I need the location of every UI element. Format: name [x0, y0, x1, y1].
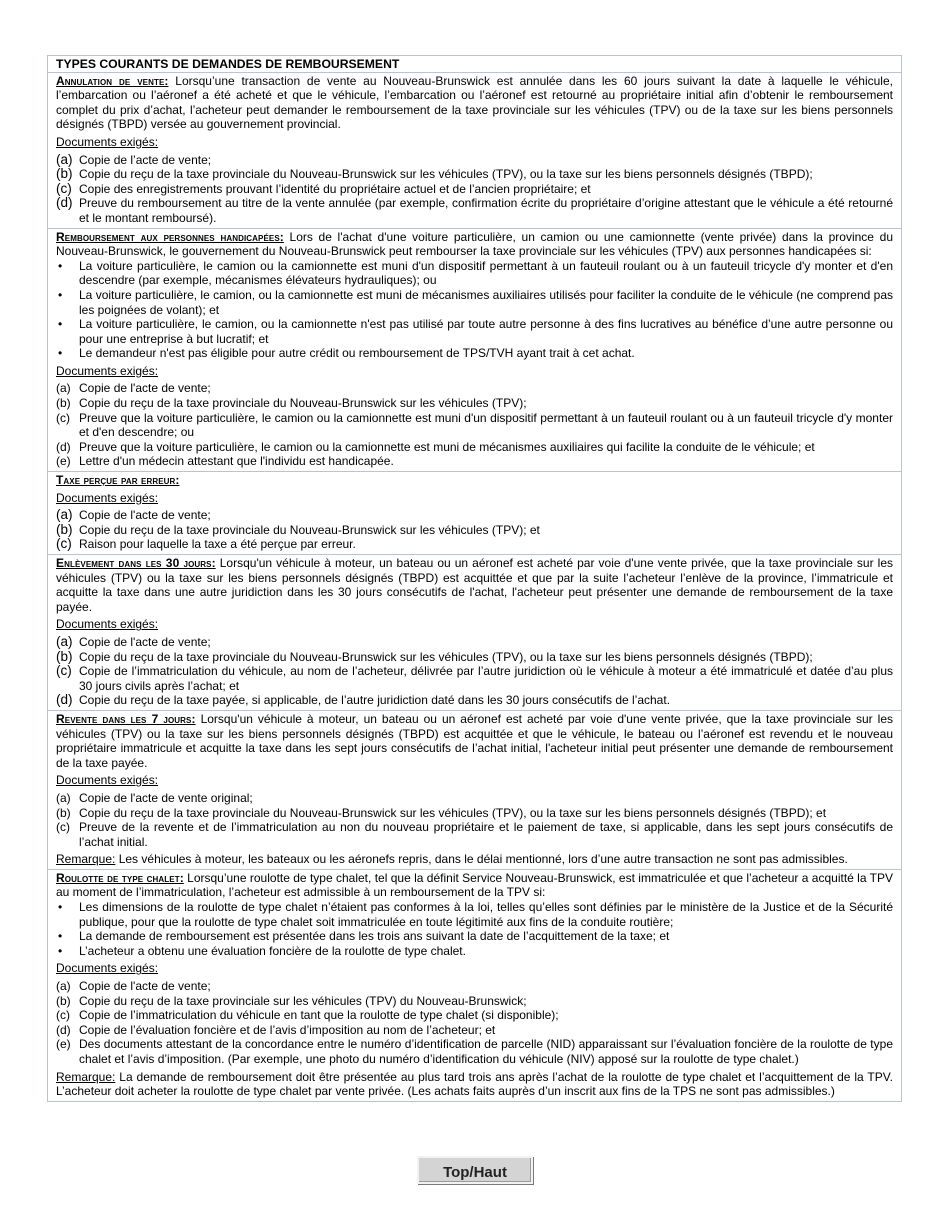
- note-text: La demande de remboursement doit être présentée au plus tard trois ans après l’achat de la roulotte de type chalet et l’acquittement de la TPV. L’acheteur doit acheter la roulotte de type chalet par vente privée. (Les achats faits auprès d’un inscrit aux fins de la TPS ne sont pas admissibles.): [56, 1069, 893, 1099]
- list-item: [56, 1037, 893, 1066]
- list-text: Raison pour laquelle la taxe a été perçue par erreur.: [79, 537, 356, 552]
- list-text: Copie de l'acte de vente;: [79, 381, 211, 396]
- bullet-icon: •: [58, 287, 63, 302]
- list-text: Copie de l'acte de vente;: [79, 508, 211, 523]
- list-text: Copie du reçu de la taxe payée, si applicable, de l’autre juridiction daté dans les 30 jours consécutifs de l’achat.: [79, 693, 671, 708]
- list-item: [56, 1023, 893, 1038]
- bullet-text: La voiture particulière, le camion ou la camionnette est muni d'un dispositif permettant à un fauteuil roulant ou à un fauteuil tricycle d'y monter et d'en descendre (par exemple, mécanismes élévateurs hydrauliques); ou: [79, 258, 893, 288]
- list-label: (d): [56, 439, 71, 454]
- bullet-text: Les dimensions de la roulotte de type chalet n’étaient pas conformes à la loi, telles qu’elles sont définies par le ministère de la Justice et de la Sécurité publique, pour que la roulotte de type chalet soit immatriculée en toute légitimité aux fins de la conduite routière;: [79, 900, 893, 929]
- documents-list: [56, 635, 893, 708]
- bullet-icon: •: [58, 317, 63, 332]
- top-button[interactable]: Top/Haut: [417, 1156, 533, 1184]
- section-intro-text: Lorsqu’une transaction de vente au Nouveau-Brunswick est annulée dans les 60 jours suivant la date à laquelle le véhicule, l’embarcation ou l’aéronef a été acheté et que le véhicule, l’embarcation ou l’aéronef est retourné au propriétaire initial afin d’obtenir le remboursement complet du prix d’achat, l’acheteur peut demander le remboursement de la taxe provinciale sur les véhicules (TPV) ou de la taxe sur les biens personnels désignés (TBPD) versée au gouvernement provincial.: [56, 73, 893, 132]
- list-label: (b): [56, 396, 71, 411]
- list-text: Preuve que la voiture particulière, le camion ou la camionnette est muni d'un dispositif permettant à un fauteuil roulant ou à un fauteuil tricycle d'y monter et d'en descendre; ou: [79, 410, 893, 440]
- page-title: TYPES COURANTS DE DEMANDES DE REMBOURSEMENT: [56, 57, 400, 71]
- list-text: Copie de l'acte de vente;: [79, 979, 211, 994]
- bullet-item: [56, 944, 893, 959]
- section-intro-text: Lorsqu'un véhicule à moteur, un bateau ou un aéronef est acheté par voie d'une vente privée, que la taxe provinciale sur les véhicules (TPV) ou la taxe sur les biens personnels désignés (TBPD) est acquittée et que par la suite l’acheteur l’enlève de la province, l’immatricule et acquitte la taxe dans une autre juridiction dans les 30 jours consécutifs de l'achat, l'acheteur peut présenter une demande de remboursement de la taxe payée.: [56, 556, 894, 614]
- list-label: (a): [56, 507, 73, 523]
- bullet-item: [56, 288, 893, 317]
- section-intro: [56, 74, 893, 132]
- section-heading: Remboursement aux personnes handicapées:: [56, 229, 284, 244]
- list-item: [56, 994, 893, 1009]
- list-item: [56, 806, 893, 821]
- list-text: Copie du reçu de la taxe provinciale du Nouveau-Brunswick sur les véhicules (TPV), ou la taxe sur les biens personnels désignés (TBPD);: [79, 167, 813, 182]
- bullet-text: La voiture particulière, le camion, ou la camionnette n'est pas utilisé par toute autre personne à des fins lucratives au bénéfice d’une autre personne ou pour une entreprise à but lucratif; et: [79, 317, 893, 346]
- list-text: Preuve du remboursement au titre de la vente annulée (par exemple, confirmation écrite du propriétaire d’origine attestant que le véhicule a été retourné et le montant remboursé).: [79, 196, 893, 225]
- documents-required-label: Documents exigés:: [56, 490, 159, 505]
- list-label: (a): [56, 633, 73, 649]
- list-item: [56, 1008, 893, 1023]
- documents-required-label: Documents exigés:: [56, 363, 159, 378]
- documents-list: [56, 153, 893, 226]
- bullet-text: La voiture particulière, le camion, ou la camionnette est muni de mécanismes auxiliaires utilisés pour faciliter la conduite de le véhicule (ne comprend pas les poignées de volant); et: [79, 287, 893, 317]
- section-intro-text: Lors de l'achat d'une voiture particulière, un camion ou une camionnette (vente privée) dans la province du Nouveau-Brunswick, le gouvernement du Nouveau-Brunswick peut rembourser la taxe provinciale sur les véhicules (TPV) aux personnes handicapées si:: [56, 229, 893, 259]
- list-label: (b): [56, 648, 73, 664]
- list-item: [56, 167, 893, 182]
- section-roulotte: [48, 869, 901, 1101]
- list-text: Copie du reçu de la taxe provinciale sur les véhicules (TPV) du Nouveau-Brunswick;: [79, 993, 527, 1008]
- section-note: [56, 1070, 893, 1099]
- section-intro: [56, 871, 893, 900]
- documents-required-label: Documents exigés:: [56, 773, 159, 788]
- conditions-list: [56, 900, 893, 958]
- documents-required-label: Documents exigés:: [56, 961, 159, 976]
- list-item: [56, 182, 893, 197]
- section-note: [56, 852, 893, 867]
- list-item: [56, 791, 893, 806]
- bullet-text: Le demandeur n'est pas éligible pour autre crédit ou remboursement de TPS/TVH ayant trait à cet achat.: [79, 346, 635, 361]
- bullet-icon: •: [58, 900, 63, 915]
- list-item: [56, 979, 893, 994]
- list-label: (d): [56, 692, 73, 708]
- bullet-icon: •: [58, 929, 63, 944]
- documents-list: [56, 791, 893, 849]
- document-page: [47, 55, 902, 1102]
- list-text: Copie de l’immatriculation du véhicule, au nom de l’acheteur, délivrée par l’autre juridiction où le véhicule à moteur a été immatriculé et datée d’au plus 30 jours civils après l’achat; et: [79, 664, 893, 693]
- list-label: (c): [56, 820, 70, 835]
- list-item: [56, 381, 893, 396]
- bullet-item: [56, 346, 893, 361]
- list-item: [56, 454, 893, 469]
- conditions-list: [56, 259, 893, 361]
- list-label: (c): [56, 410, 70, 425]
- list-label: (b): [56, 521, 73, 537]
- documents-list: [56, 508, 893, 552]
- list-label: (c): [56, 536, 72, 552]
- list-text: Copie des enregistrements prouvant l’identité du propriétaire actuel et de l’ancien propriétaire; et: [79, 181, 591, 196]
- list-item: [56, 523, 893, 538]
- bullet-item: [56, 317, 893, 346]
- note-text: Les véhicules à moteur, les bateaux ou les aéronefs repris, dans le délai mentionné, lors d’une autre transaction ne sont pas admissibles.: [115, 852, 848, 867]
- section-heading: Annulation de vente:: [56, 73, 169, 88]
- bullet-text: L’acheteur a obtenu une évaluation foncière de la roulotte de type chalet.: [79, 943, 466, 958]
- list-text: Preuve de la revente et de l’immatriculation au non du nouveau propriétaire et le paiement de taxe, si applicable, dans les sept jours consécutifs de l’achat initial.: [79, 820, 893, 849]
- list-label: (b): [56, 166, 73, 182]
- list-item: [56, 664, 893, 693]
- list-text: Lettre d'un médecin attestant que l'individu est handicapée.: [79, 454, 394, 469]
- list-text: Copie de l’acte de vente;: [79, 152, 212, 167]
- documents-list: [56, 979, 893, 1067]
- list-text: Copie du reçu de la taxe provinciale du Nouveau-Brunswick sur les véhicules (TPV);: [79, 396, 527, 411]
- section-intro-text: Lorsqu’une roulotte de type chalet, tel que la définit Service Nouveau-Brunswick, est immatriculée et que l’acheteur a acquitté la TPV au moment de l’immatriculation, l’acheteur est admissible à un remboursement de la TPV si:: [56, 870, 893, 900]
- list-label: (a): [56, 151, 73, 167]
- list-text: Copie de l’évaluation foncière et de l’avis d’imposition au nom de l’acheteur; et: [79, 1022, 496, 1037]
- section-intro: [56, 556, 893, 614]
- list-item: [56, 650, 893, 665]
- list-label: (a): [56, 381, 71, 396]
- list-item: [56, 411, 893, 440]
- list-label: (c): [56, 1008, 70, 1023]
- list-text: Des documents attestant de la concordance entre le numéro d’identification de parcelle (NID) apparaissant sur l’évaluation foncière de la roulotte de type chalet et l’avis d’imposition. (Par exemple, une photo du numéro d’identification du véhicule (NIV) apposé sur la roulotte de type chalet.): [79, 1037, 893, 1066]
- list-text: Copie de l'acte de vente original;: [79, 790, 253, 805]
- documents-required-label: Documents exigés:: [56, 134, 159, 149]
- section-intro: [56, 473, 893, 488]
- list-text: Copie du reçu de la taxe provinciale du Nouveau-Brunswick sur les véhicules (TPV); et: [79, 522, 540, 537]
- list-item: [56, 635, 893, 650]
- list-item: [56, 396, 893, 411]
- list-label: (a): [56, 979, 71, 994]
- list-text: Copie de l'acte de vente;: [79, 634, 211, 649]
- list-text: Copie du reçu de la taxe provinciale du Nouveau-Brunswick sur les véhicules (TPV), ou la taxe sur les biens personnels désignés (TBPD); et: [79, 805, 827, 820]
- list-label: (d): [56, 1022, 71, 1037]
- list-item: [56, 820, 893, 849]
- section-annulation: [48, 72, 901, 228]
- list-label: (c): [56, 663, 72, 679]
- list-label: (a): [56, 790, 71, 805]
- section-heading: Roulotte de type chalet:: [56, 870, 184, 885]
- section-heading: Enlèvement dans les 30 jours:: [56, 556, 216, 570]
- note-label: Remarque:: [56, 1069, 116, 1084]
- list-label: (b): [56, 805, 71, 820]
- list-item: [56, 196, 893, 225]
- list-item: [56, 153, 893, 168]
- section-revente: [48, 710, 901, 869]
- top-button-container: [0, 1156, 950, 1184]
- list-label: (b): [56, 993, 71, 1008]
- list-text: Copie du reçu de la taxe provinciale du Nouveau-Brunswick sur les véhicules (TPV), ou la taxe sur les biens personnels désignés (TBPD);: [79, 649, 813, 664]
- section-heading: Revente dans les 7 jours:: [56, 711, 196, 726]
- bullet-icon: •: [58, 943, 63, 958]
- bullet-text: La demande de remboursement est présentée dans les trois ans suivant la date de l’acquittement de la taxe; et: [79, 929, 670, 944]
- bullet-item: [56, 259, 893, 288]
- bullet-icon: •: [58, 346, 63, 361]
- section-intro-text: Lorsqu'un véhicule à moteur, un bateau ou un aéronef est acheté par voie d'une vente privée, que la taxe provinciale sur les véhicules (TPV) ou la taxe sur les biens personnels désignés (TBPD) est acquittée et que le véhicule, le bateau ou l’aéronef est revendu et le nouveau propriétaire immatricule et acquitte la taxe dans les sept jours consécutifs de l’achat initial, l'acheteur initial peut présenter une demande de remboursement de la taxe payée.: [56, 711, 894, 770]
- documents-required-label: Documents exigés:: [56, 617, 159, 632]
- list-label: (e): [56, 1037, 71, 1052]
- bullet-icon: •: [58, 258, 63, 273]
- list-item: [56, 693, 893, 708]
- list-label: (c): [56, 180, 72, 196]
- section-intro: [56, 712, 893, 770]
- list-text: Copie de l’immatriculation du véhicule en tant que la roulotte de type chalet (si disponible);: [79, 1008, 559, 1023]
- list-item: [56, 440, 893, 455]
- section-heading: Taxe perçue par erreur:: [56, 473, 180, 488]
- section-handicap: [48, 228, 901, 472]
- list-item: [56, 508, 893, 523]
- list-text: Preuve que la voiture particulière, le camion ou la camionnette est muni de mécanismes auxiliaires qui facilite la conduite de le véhicule; et: [79, 439, 815, 454]
- section-enlevement: [48, 554, 901, 710]
- documents-list: [56, 381, 893, 469]
- bullet-item: [56, 900, 893, 929]
- note-label: Remarque:: [56, 852, 116, 867]
- section-erreur: [48, 471, 901, 554]
- section-intro: [56, 230, 893, 259]
- list-item: [56, 537, 893, 552]
- refund-types-table: [47, 55, 902, 1102]
- list-label: (e): [56, 454, 71, 469]
- bullet-item: [56, 929, 893, 944]
- list-label: (d): [56, 195, 73, 211]
